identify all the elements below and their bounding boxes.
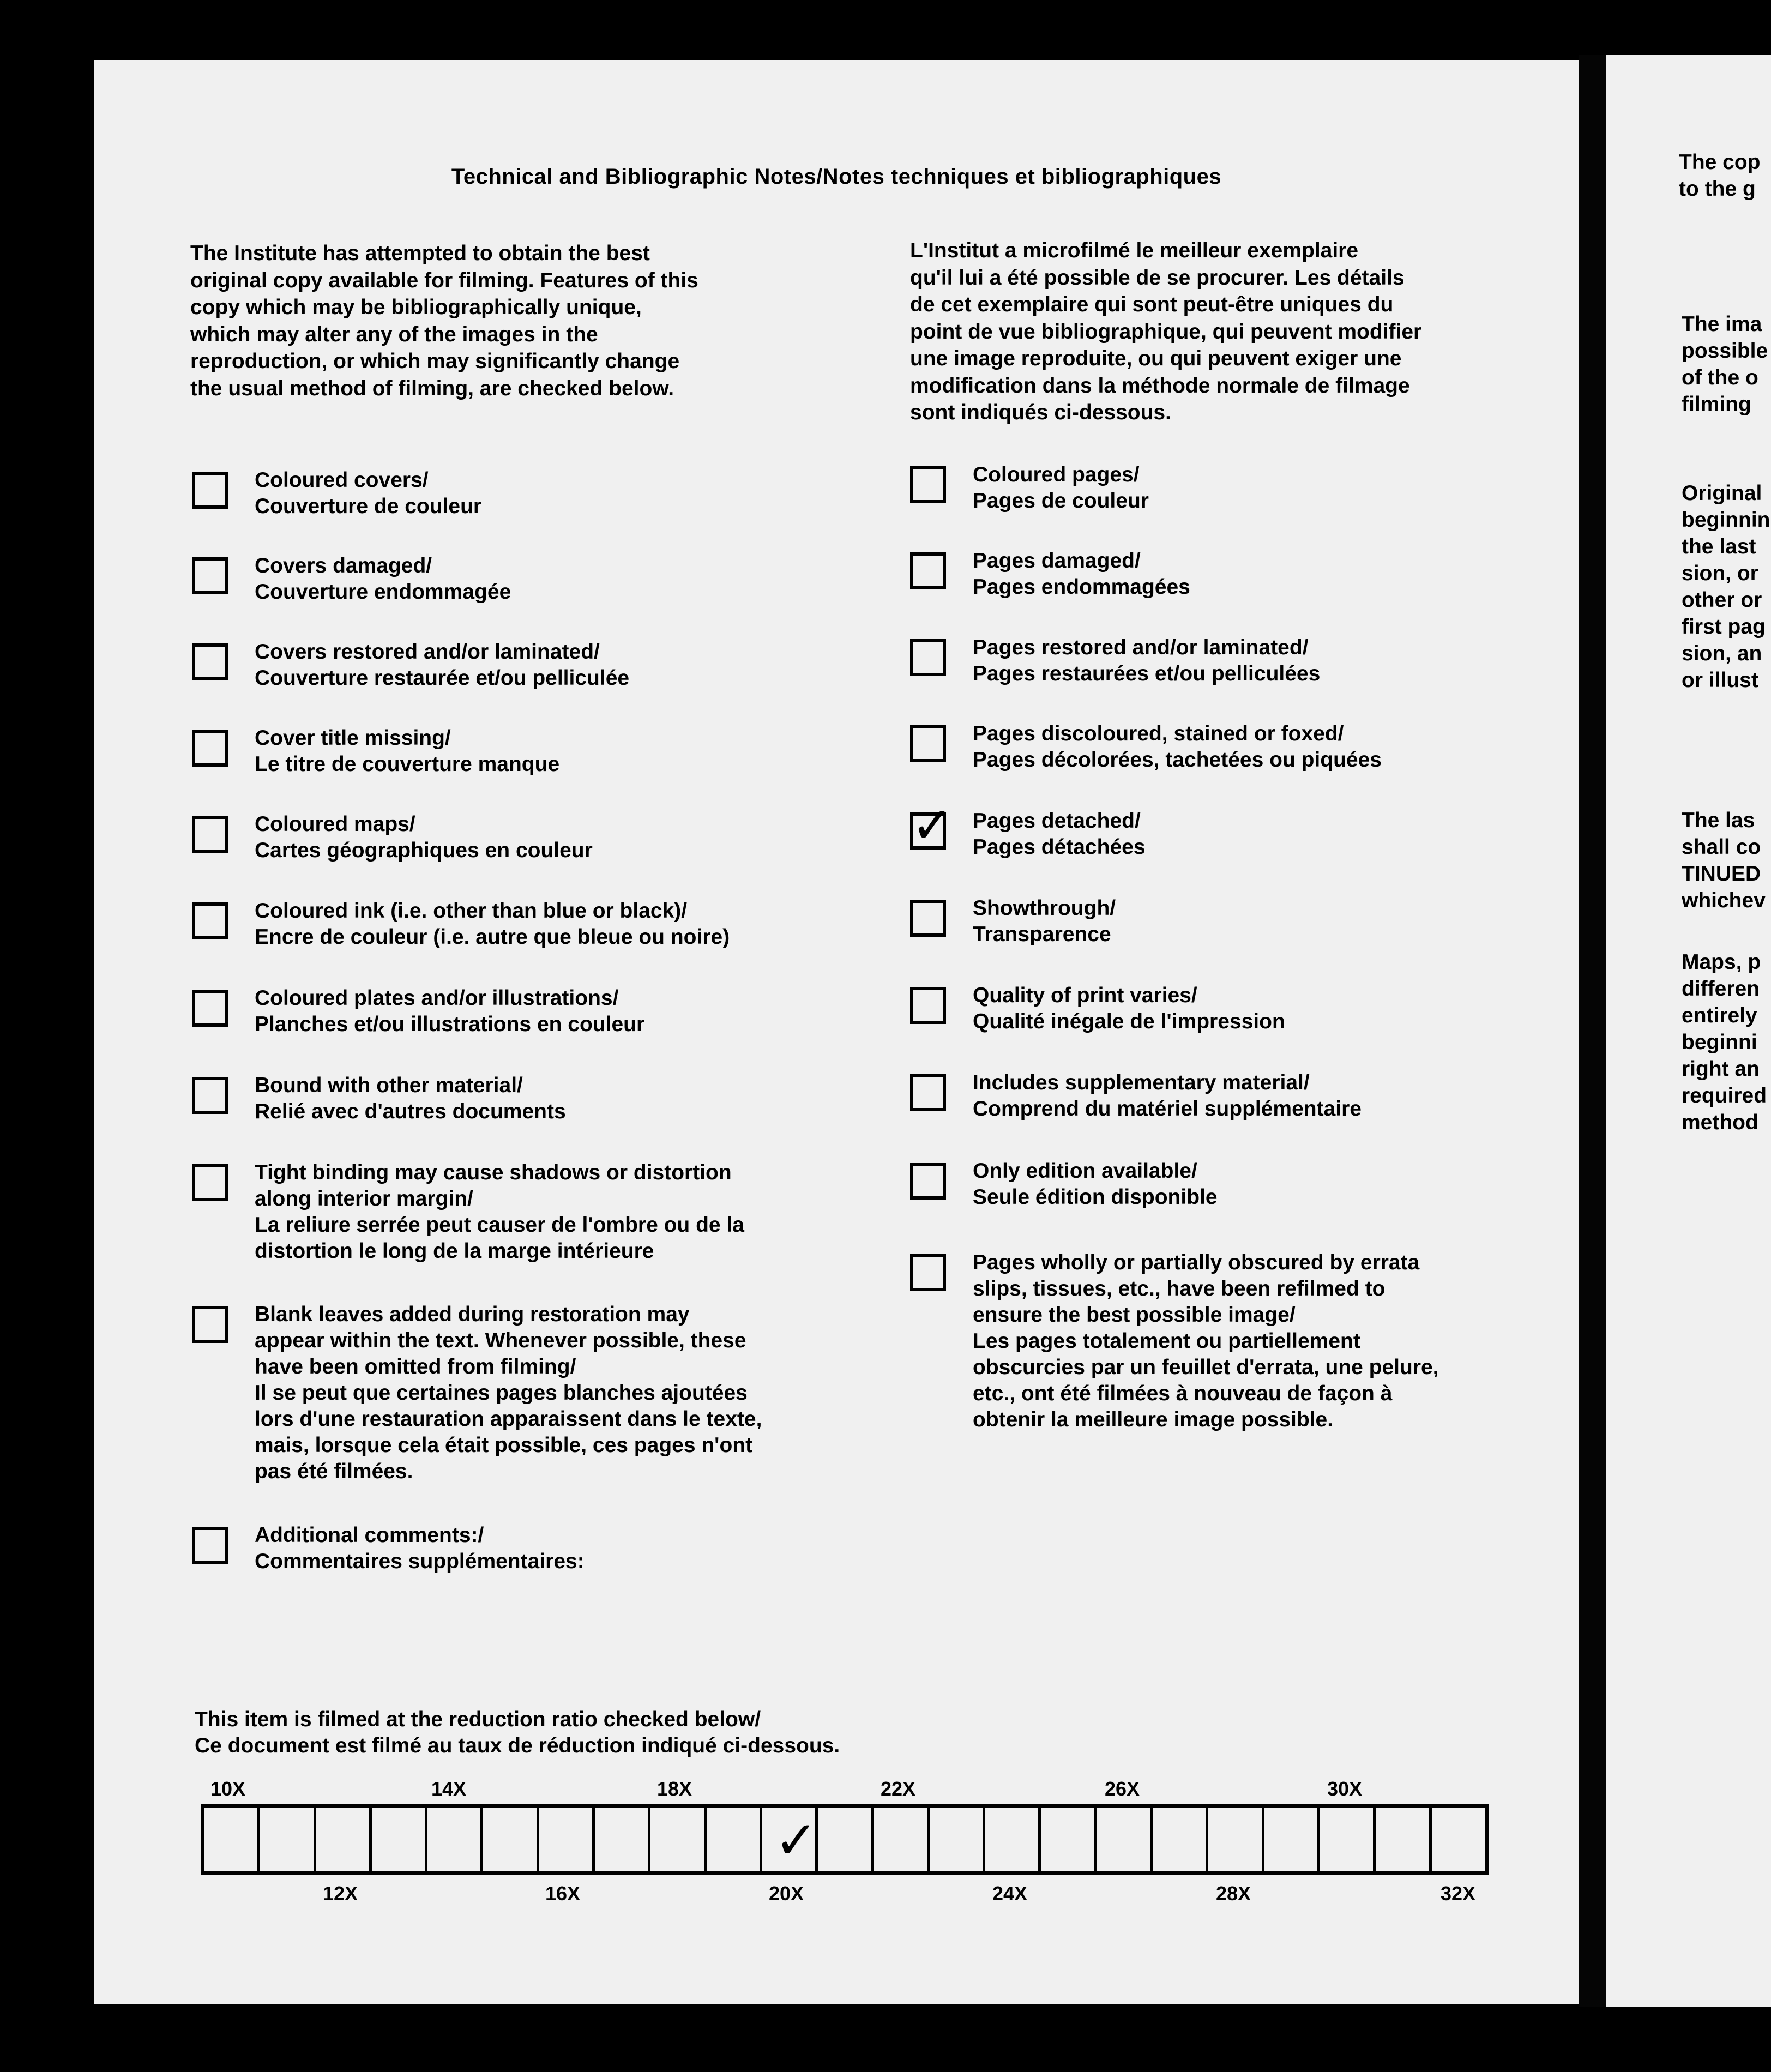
ratio-label: 26X (1105, 1778, 1140, 1800)
checkbox[interactable] (192, 472, 228, 509)
adjacent-page-text: Original beginnin the last sion, or other or first pag sion, an or illust (1682, 481, 1770, 692)
checkbox-label: Additional comments:/ Commentaires supplémentaires: (255, 1523, 585, 1573)
checkbox[interactable] (910, 987, 946, 1024)
checkbox[interactable] (192, 1306, 228, 1343)
checkbox[interactable] (192, 1164, 228, 1201)
checkbox[interactable] (910, 900, 946, 937)
ratio-label: 18X (657, 1778, 692, 1800)
checkbox-label: Pages restored and/or laminated/ Pages restaurées et/ou pelliculées (973, 636, 1321, 685)
ratio-label: 24X (992, 1882, 1028, 1905)
ratio-cell[interactable] (1264, 1808, 1320, 1871)
checkbox-label: Covers restored and/or laminated/ Couverture restaurée et/ou pelliculée (255, 640, 630, 690)
adjacent-page-text: Maps, p differen entirely beginni right an required method (1682, 950, 1767, 1134)
checkbox-label: Tight binding may cause shadows or distortion along interior margin/ La reliure serrée peut causer de l'ombre ou de la distortion le long de la marge intérieure (255, 1161, 744, 1263)
checkbox-label: Covers damaged/ Couverture endommagée (255, 554, 511, 604)
ratio-cell[interactable] (483, 1808, 539, 1871)
notes-page (94, 60, 1579, 2004)
adjacent-page-text: The cop to the g (1679, 150, 1761, 201)
checkbox-label: Only edition available/ Seule édition disponible (973, 1159, 1218, 1209)
ratio-label: 14X (431, 1778, 467, 1800)
ratio-cell[interactable] (260, 1808, 316, 1871)
ratio-label: 20X (769, 1882, 804, 1905)
ratio-label: 30X (1327, 1778, 1363, 1800)
adjacent-page (1606, 55, 1771, 2007)
checkbox[interactable] (910, 1163, 946, 1200)
checkbox-label: Coloured plates and/or illustrations/ Planches et/ou illustrations en couleur (255, 986, 645, 1036)
ratio-cell[interactable] (818, 1808, 874, 1871)
ratio-cell[interactable] (1153, 1808, 1208, 1871)
checkbox[interactable] (910, 1074, 946, 1111)
checkmark-icon: ✓ (774, 1810, 818, 1871)
checkbox-label: Coloured ink (i.e. other than blue or black)/ Encre de couleur (i.e. autre que bleue ou noire) (255, 899, 730, 949)
checkbox[interactable] (192, 643, 228, 680)
checkbox[interactable] (192, 990, 228, 1027)
checkbox[interactable] (192, 902, 228, 939)
checkbox[interactable] (910, 639, 946, 676)
ratio-label: 32X (1441, 1882, 1476, 1905)
ratio-cell[interactable] (1208, 1808, 1264, 1871)
ratio-cell-checked[interactable] (762, 1808, 818, 1871)
ratio-label: 12X (323, 1882, 358, 1905)
checkbox-label: Pages discoloured, stained or foxed/ Pages décolorées, tachetées ou piquées (973, 722, 1382, 772)
checkbox[interactable] (192, 1527, 228, 1564)
checkbox-label: Pages wholly or partially obscured by errata slips, tissues, etc., have been refilmed to ensure the best possible image/ Les pages totalement ou partiellement obscurcies par un feuillet d'errata, une pelure, etc., ont été filmées à nouveau de façon à obtenir la meilleure image possible. (973, 1251, 1439, 1431)
ratio-cell[interactable] (650, 1808, 706, 1871)
checkbox-label: Pages damaged/ Pages endommagées (973, 549, 1190, 599)
ratio-label: 22X (881, 1778, 916, 1800)
adjacent-page-text: The las shall co TINUED whichev (1682, 809, 1766, 912)
ratio-label: 16X (545, 1882, 581, 1905)
checkbox-label: Cover title missing/ Le titre de couverture manque (255, 726, 560, 776)
ratio-cell[interactable] (930, 1808, 985, 1871)
reduction-ratio-text: This item is filmed at the reduction ratio checked below/ Ce document est filmé au taux de réduction indiqué ci-dessous. (195, 1708, 840, 1757)
checkbox[interactable] (910, 552, 946, 589)
checkbox[interactable] (192, 730, 228, 767)
adjacent-page-text: The ima possible of the o filming (1682, 312, 1768, 416)
checkbox-label: Coloured maps/ Cartes géographiques en couleur (255, 812, 593, 862)
ratio-cell[interactable] (316, 1808, 372, 1871)
checkbox[interactable] (910, 1254, 946, 1291)
ratio-cell[interactable] (874, 1808, 930, 1871)
ratio-cell[interactable] (1097, 1808, 1153, 1871)
ratio-cell[interactable] (595, 1808, 650, 1871)
checkbox[interactable] (192, 557, 228, 594)
intro-english: The Institute has attempted to obtain the best original copy available for filming. Features of this copy which may be bibliographically unique, which may alter any of the images in the reproduction, or which may significantly change the usual method of filming, are checked below. (190, 242, 698, 400)
intro-french: L'Institut a microfilmé le meilleur exemplaire qu'il lui a été possible de se procurer. Les détails de cet exemplaire qui sont peut-être uniques du point de vue bibliographique, qui peuvent modifier une image reproduite, ou qui peuvent exiger une modification dans la méthode normale de filmage sont indiqués ci-dessous. (910, 239, 1422, 424)
checkbox[interactable] (192, 816, 228, 853)
page-gutter (1579, 55, 1606, 2007)
checkbox[interactable] (192, 1077, 228, 1114)
ratio-cell[interactable] (985, 1808, 1041, 1871)
ratio-cell[interactable] (1320, 1808, 1376, 1871)
ratio-cell[interactable] (707, 1808, 762, 1871)
checkbox-label: Coloured pages/ Pages de couleur (973, 463, 1149, 513)
ratio-cell[interactable] (204, 1808, 260, 1871)
page-title: Technical and Bibliographic Notes/Notes techniques et bibliographiques (451, 165, 1222, 189)
checkbox[interactable] (910, 725, 946, 762)
ratio-label: 10X (210, 1778, 246, 1800)
checkbox-label: Includes supplementary material/ Comprend du matériel supplémentaire (973, 1071, 1362, 1121)
ratio-cell[interactable] (1432, 1808, 1485, 1871)
checkbox-label: Coloured covers/ Couverture de couleur (255, 468, 482, 518)
checkbox-label: Quality of print varies/ Qualité inégale de l'impression (973, 984, 1285, 1033)
checkbox-label: Pages detached/ Pages détachées (973, 809, 1146, 859)
ratio-cell[interactable] (1376, 1808, 1431, 1871)
checkbox-label: Blank leaves added during restoration may appear within the text. Whenever possible, these have been omitted from filming/ Il se peut que certaines pages blanches ajoutées lors d'une restauration apparaissent dans le texte, mais, lorsque cela était possible, ces pages n'ont pas été filmées. (255, 1303, 762, 1483)
ratio-cell[interactable] (372, 1808, 427, 1871)
ratio-cell[interactable] (427, 1808, 483, 1871)
ratio-cell[interactable] (1041, 1808, 1097, 1871)
checkbox-label: Showthrough/ Transparence (973, 896, 1116, 946)
checkbox-label: Bound with other material/ Relié avec d'autres documents (255, 1074, 566, 1123)
ratio-cell[interactable] (539, 1808, 595, 1871)
ratio-label: 28X (1216, 1882, 1251, 1905)
checkmark-icon: ✓ (911, 796, 954, 854)
reduction-ratio-grid[interactable] (201, 1804, 1489, 1875)
checkbox[interactable] (910, 466, 946, 503)
